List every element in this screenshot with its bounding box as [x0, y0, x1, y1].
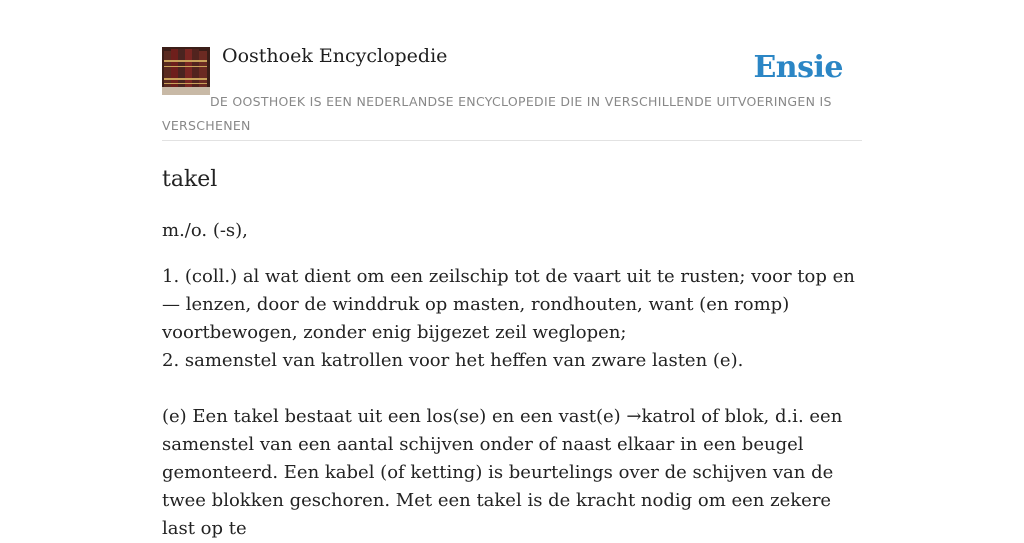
definition-list: [162, 263, 862, 375]
brand-logo[interactable]: Ensie: [753, 50, 843, 85]
entry-title: takel: [162, 167, 218, 192]
entry-note: (e) Een takel bestaat uit een los(se) en een vast(e) →katrol of blok, d.i. een samenstel van een aantal schijven onder of naast elkaar in een beugel gemonteerd. Een kabel (of ketting) is beurtelings over de schijven van de twee blokken geschoren. Met een takel is de kracht nodig om een zekere last op te: [162, 406, 843, 539]
content-column: [162, 0, 862, 543]
entry-grammar: m./o. (-s),: [162, 220, 248, 241]
header: [162, 0, 862, 141]
paragraph-spacer: [162, 375, 862, 403]
entry-body: [162, 217, 862, 543]
definition-item: 1. (coll.) al wat dient om een zeilschip tot de vaart uit te rusten; voor top en — lenzen, door de winddruk op masten, rondhouten, want (en romp) voortbewogen, zonder enig bijgezet zeil weglopen;: [162, 266, 855, 343]
site-tagline: DE OOSTHOEK IS EEN NEDERLANDSE ENCYCLOPEDIE DIE IN VERSCHILLENDE UITVOERINGEN IS VERSCHENEN: [162, 94, 832, 133]
book-spines-icon[interactable]: [162, 47, 210, 95]
site-name[interactable]: Oosthoek Encyclopedie: [222, 45, 448, 67]
definition-item: 2. samenstel van katrollen voor het heffen van zware lasten (e).: [162, 350, 744, 371]
